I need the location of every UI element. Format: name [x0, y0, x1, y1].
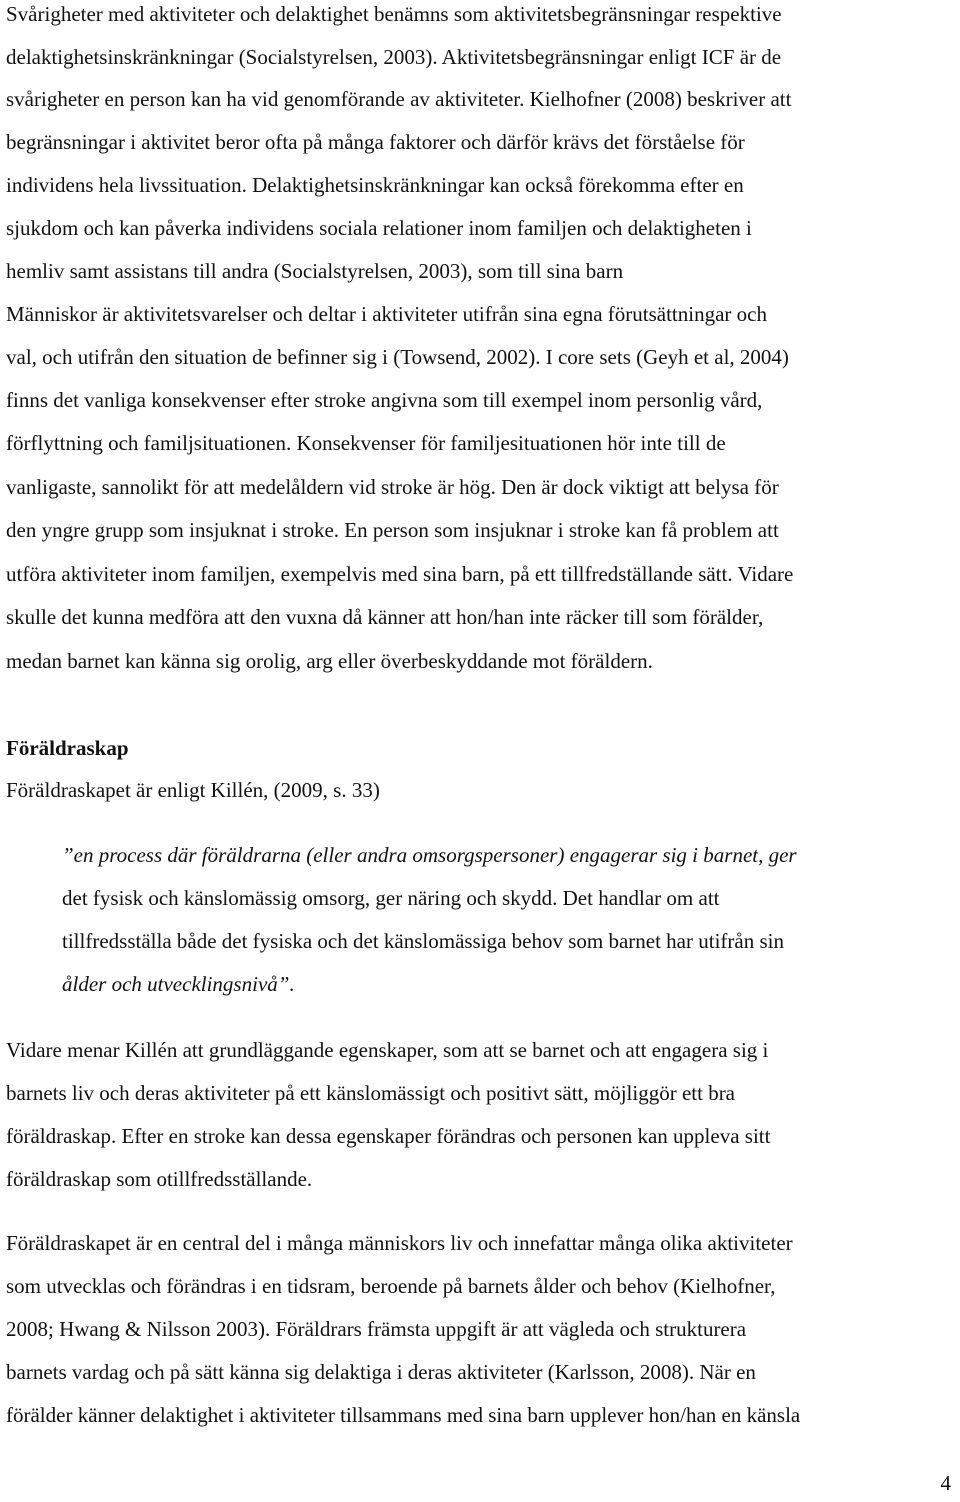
quote-line: tillfredsställa både det fysiska och det känslomässiga behov som barnet har utifrån sin [62, 929, 784, 953]
paragraph-line: utföra aktiviteter inom familjen, exempelvis med sina barn, på ett tillfredställande sätt. Vidare [6, 562, 794, 586]
paragraph-line: 2008; Hwang & Nilsson 2003). Föräldrars främsta uppgift är att vägleda och strukturera [6, 1317, 747, 1341]
paragraph-line: Människor är aktivitetsvarelser och deltar i aktiviteter utifrån sina egna förutsättningar och [6, 302, 767, 326]
quote-intro: Föräldraskapet är enligt Killén, (2009, s. 33) [6, 778, 380, 802]
paragraph-line: förflyttning och familjsituationen. Konsekvenser för familjesituationen hör inte till de [6, 431, 726, 455]
paragraph-line: Föräldraskapet är en central del i många människors liv och innefattar många olika aktiviteter [6, 1231, 793, 1255]
paragraph-line: svårigheter en person kan ha vid genomförande av aktiviteter. Kielhofner (2008) beskriver att [6, 87, 792, 111]
quote-line: ålder och utvecklingsnivå”. [62, 972, 295, 996]
page-number: 4 [940, 1471, 951, 1495]
paragraph-line: den yngre grupp som insjuknat i stroke. En person som insjuknar i stroke kan få problem att [6, 518, 779, 542]
paragraph-line: individens hela livssituation. Delaktighetsinskränkningar kan också förekomma efter en [6, 173, 744, 197]
paragraph-line: barnets liv och deras aktiviteter på ett känslomässigt och positivt sätt, möjliggör ett bra [6, 1081, 736, 1105]
paragraph-line: sjukdom och kan påverka individens sociala relationer inom familjen och delaktigheten i [6, 216, 752, 240]
paragraph-line: barnets vardag och på sätt känna sig delaktiga i deras aktiviteter (Karlsson, 2008). När en [6, 1360, 756, 1384]
paragraph-line: föräldraskap som otillfredsställande. [6, 1167, 313, 1191]
quote-line: det fysisk och känslomässig omsorg, ger näring och skydd. Det handlar om att [62, 886, 720, 910]
paragraph-line: föräldraskap. Efter en stroke kan dessa egenskaper förändras och personen kan uppleva sitt [6, 1124, 771, 1148]
section-heading: Föräldraskap [6, 736, 129, 760]
quote-line: ”en process där föräldrarna (eller andra omsorgspersoner) engagerar sig i barnet, ger [62, 843, 797, 867]
paragraph-line: finns det vanliga konsekvenser efter stroke angivna som till exempel inom personlig vård, [6, 388, 763, 412]
paragraph-line: Vidare menar Killén att grundläggande egenskaper, som att se barnet och att engagera sig i [6, 1038, 769, 1062]
paragraph-line: begränsningar i aktivitet beror ofta på många faktorer och därför krävs det förståelse för [6, 130, 745, 154]
paragraph-line: hemliv samt assistans till andra (Socialstyrelsen, 2003), som till sina barn [6, 259, 624, 283]
paragraph-line: förälder känner delaktighet i aktiviteter tillsammans med sina barn upplever hon/han en känsla [6, 1403, 801, 1427]
paragraph-line: medan barnet kan känna sig orolig, arg eller överbeskyddande mot föräldern. [6, 649, 653, 673]
paragraph-line: delaktighetsinskränkningar (Socialstyrelsen, 2003). Aktivitetsbegränsningar enligt ICF är de [6, 45, 782, 69]
paragraph-line: val, och utifrån den situation de befinner sig i (Towsend, 2002). I core sets (Geyh et al, 2004) [6, 345, 789, 369]
paragraph-line: skulle det kunna medföra att den vuxna då känner att hon/han inte räcker till som förälder, [6, 605, 764, 629]
paragraph-line: som utvecklas och förändras i en tidsram, beroende på barnets ålder och behov (Kielhofner, [6, 1274, 776, 1298]
paragraph-line: vanligaste, sannolikt för att medelåldern vid stroke är hög. Den är dock viktigt att belysa för [6, 475, 779, 499]
paragraph-line: Svårigheter med aktiviteter och delaktighet benämns som aktivitetsbegränsningar respektive [6, 2, 782, 26]
